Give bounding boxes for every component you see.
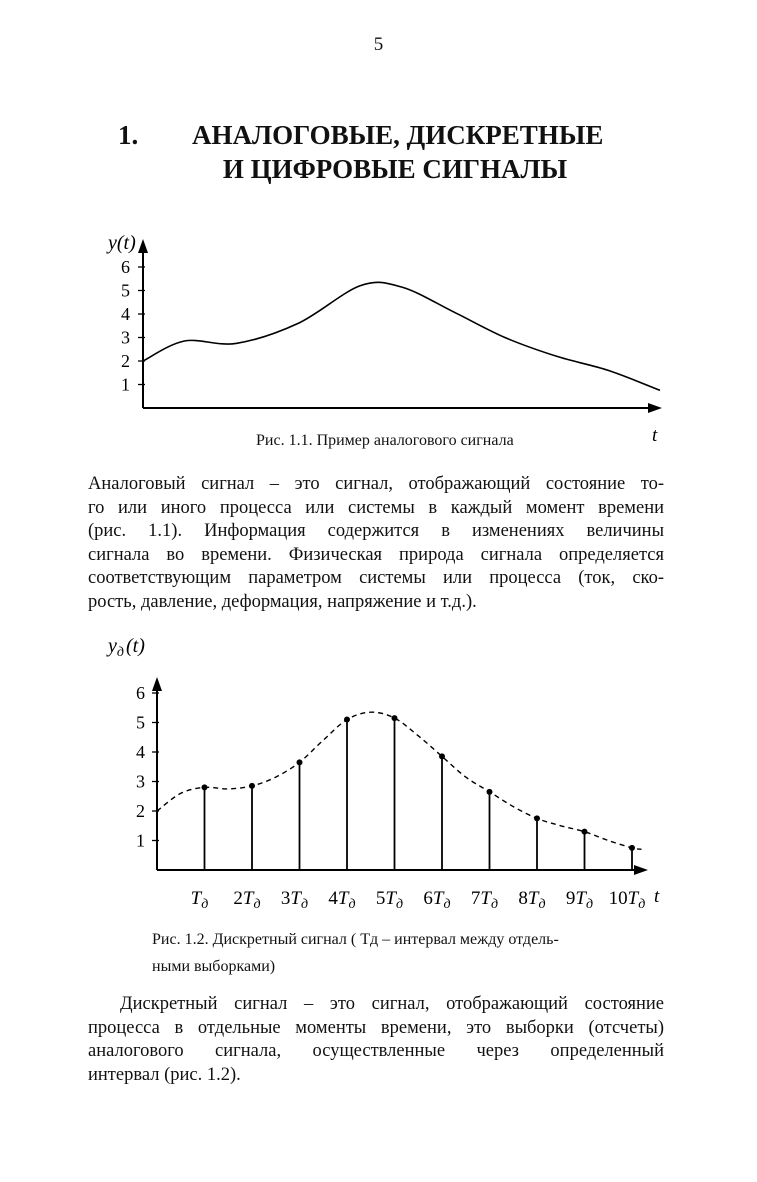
y-tick-label: 3 (121, 327, 130, 348)
y-tick-label: 4 (136, 742, 145, 762)
x-tick-label: $6T_д$ (423, 888, 451, 912)
paragraph-line: Аналоговый сигнал – это сигнал, отображающий состояние то- (88, 474, 664, 494)
section-title-line1: АНАЛОГОВЫЕ, ДИСКРЕТНЫЕ (192, 120, 604, 150)
y-tick-label: 2 (136, 801, 145, 821)
x-tick-label: $2T_д$ (233, 888, 261, 912)
y-tick-label: 2 (121, 351, 130, 371)
figure2-caption-line1: Рис. 1.2. Дискретный сигнал ( Tд – интервал между отдель- (152, 931, 559, 948)
paragraph-line: интервал (рис. 1.2). (88, 1064, 241, 1085)
y-axis-arrow (152, 677, 162, 691)
y-axis-arrow (138, 239, 148, 253)
sample-point (344, 717, 350, 723)
y-tick-label: 4 (121, 304, 130, 324)
x-axis-label: t (652, 425, 658, 446)
sample-point (392, 715, 398, 721)
sample-point (297, 759, 303, 765)
paragraph-line: процесса в отдельные моменты времени, это выборки (отсчеты) (88, 1017, 664, 1038)
figure2-caption-line2: ными выборками) (152, 958, 276, 975)
y-tick-label: 6 (136, 683, 145, 703)
paragraph-line: соответствующим параметром системы или процесса (ток, ско- (88, 568, 664, 588)
y-tick-label: 6 (121, 257, 130, 277)
paragraph-discrete (88, 993, 664, 1087)
x-tick-label: $4T_д$ (328, 888, 356, 912)
x-axis-label: t (654, 886, 660, 907)
x-axis-arrow (634, 865, 648, 875)
paragraph-line: (рис. 1.1). Информация содержится в изменениях величины (88, 521, 664, 541)
figure-discrete-signal (0, 625, 757, 920)
y-tick-label: 1 (136, 830, 145, 851)
paragraph-line: рость, давление, деформация, напряжение и т.д.). (88, 591, 477, 612)
paragraph-line: Дискретный сигнал – это сигнал, отображающий состояние (120, 994, 664, 1014)
sample-point (249, 783, 255, 789)
x-axis-arrow (648, 403, 662, 413)
sample-point (629, 845, 635, 851)
section-number: 1. (118, 120, 139, 150)
y-tick-label: 5 (121, 280, 130, 301)
x-tick-label: $9T_д$ (565, 888, 594, 912)
x-tick-label: $T_д$ (190, 888, 209, 912)
y-tick-label: 5 (136, 712, 145, 733)
sample-point (582, 829, 588, 835)
y-tick-label: 1 (121, 374, 130, 395)
envelope-curve (157, 712, 642, 849)
section-title-line2: И ЦИФРОВЫЕ СИГНАЛЫ (222, 154, 568, 184)
signal-curve (143, 282, 660, 390)
x-tick-label: $5T_д$ (375, 888, 404, 912)
page-number: 5 (373, 34, 384, 55)
y-axis-label: $y_д$ (t) (108, 635, 145, 660)
x-tick-label: $3T_д$ (280, 888, 309, 912)
paragraph-line: сигнала во времени. Физическая природа сигнала определяется (88, 544, 664, 565)
x-tick-label: $10T_д$ (608, 888, 646, 912)
y-axis-label: y(t) (108, 232, 136, 254)
sample-point (202, 784, 208, 790)
paragraph-line: го или иного процесса или системы в каждый момент времени (88, 497, 664, 518)
x-tick-label: $8T_д$ (518, 888, 546, 912)
sample-point (439, 753, 445, 759)
sample-point (534, 815, 540, 821)
y-tick-label: 3 (136, 771, 145, 792)
x-tick-label: $7T_д$ (470, 888, 499, 912)
paragraph-analog (88, 473, 664, 614)
paragraph-line: аналогового сигнала, осуществленные через определенный (88, 1041, 664, 1061)
sample-point (487, 789, 493, 795)
figure1-caption: Рис. 1.1. Пример аналогового сигнала (256, 432, 514, 449)
